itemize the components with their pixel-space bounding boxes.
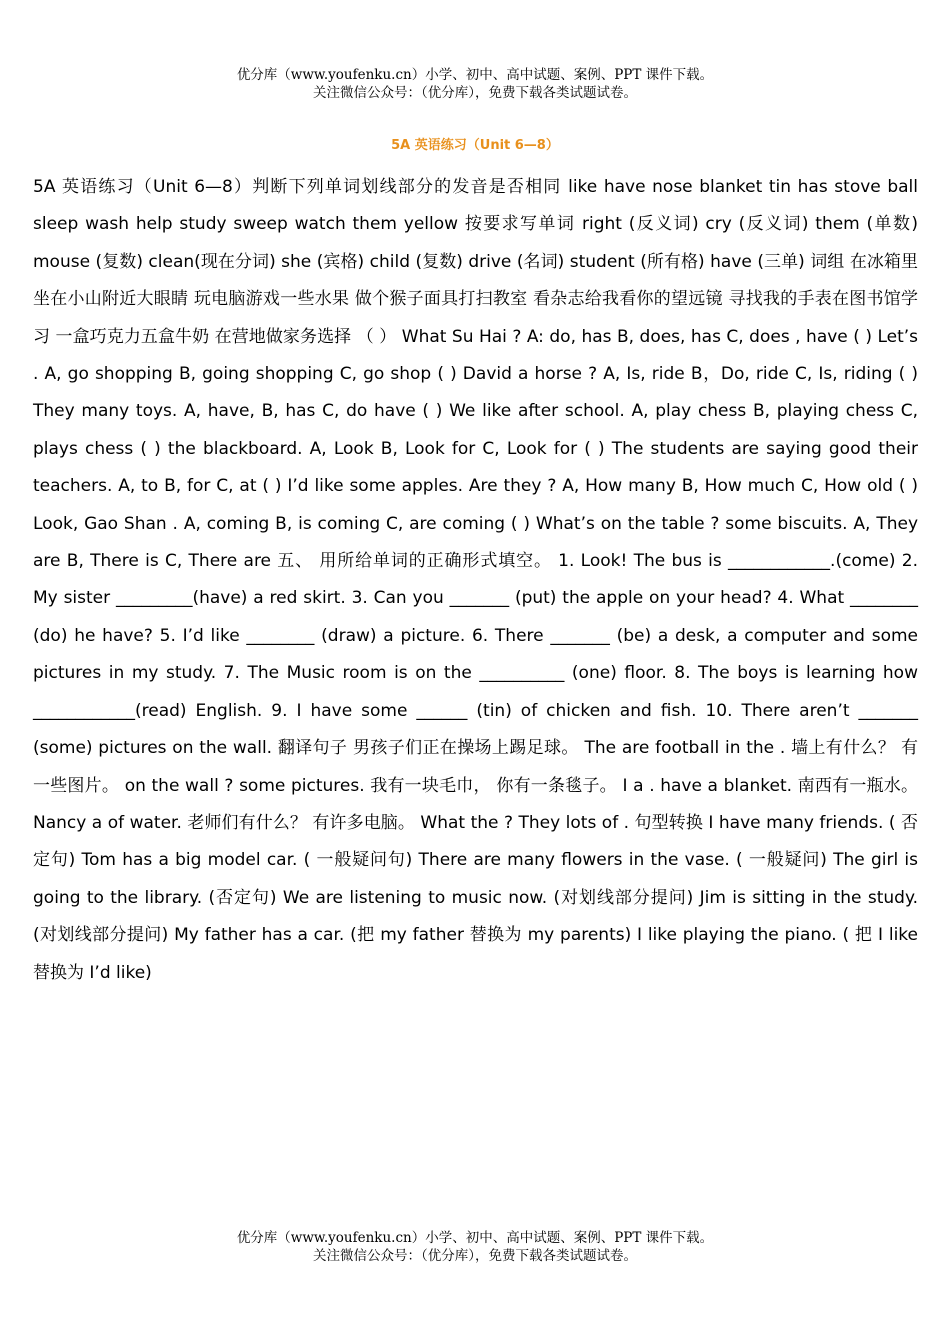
footer-line-2: 关注微信公众号：（优分库），免费下载各类试题试卷。	[313, 1248, 637, 1264]
header-line-2: 关注微信公众号：（优分库），免费下载各类试题试卷。	[313, 85, 637, 101]
document-title: 5A 英语练习（Unit 6—8）	[391, 138, 559, 153]
footer-line-1: 优分库（www.youfenku.cn）小学、初中、高中试题、案例、PPT 课件下载。	[236, 1230, 714, 1246]
page-footer	[0, 1229, 950, 1265]
header-line-1: 优分库（www.youfenku.cn）小学、初中、高中试题、案例、PPT 课件下载。	[236, 67, 714, 83]
document-body: 5A 英语练习（Unit 6—8）判断下列单词划线部分的发音是否相同 like have nose blanket tin has stove ball sleep wash help study sweep watch them yellow 按要求写单词 right (反义词) cry (反义词) them (单数) mouse (复数) clean(现在分词) she (宾格) child (复数) drive (名词) student (所有格) have (三单) 词组 在冰箱里 坐在小山附近大眼睛 玩电脑游戏一些水果 做个猴子面具打扫教室 看杂志给我看你的望远镜 寻找我的手表在图书馆学习 一盒巧克力五盒牛奶 在营地做家务选择 （ ） What Su Hai ? A: do, has B, does, has C, does , have ( ) Let’s . A, go shopping B, going shopping C, go shop ( ) David a horse ? A, Is, ride B，Do, ride C, Is, riding ( ) They many toys. A, have, B, has C, do have ( ) We like after school. A, play chess B, playing chess C, plays chess ( ) the blackboard. A, Look B, Look for C, Look for ( ) The students are saying good their teachers. A, to B, for C, at ( ) I’d like some apples. Are they ? A, How many B, How much C, How old ( ) Look, Gao Shan . A, coming B, is coming C, are coming ( ) What’s on the table ? some biscuits. A, They are B, There is C, There are 五、 用所给单词的正确形式填空。 1. Look! The bus is ____________.(come) 2. My sister _________(have) a red skirt. 3. Can you _______ (put) the apple on your head? 4. What ________ (do) he have? 5. I’d like ________ (draw) a picture. 6. There _______ (be) a desk, a computer and some pictures in my study. 7. The Music room is on the __________ (one) floor. 8. The boys is learning how ____________(read) English. 9. I have some ______ (tin) of chicken and fish. 10. There aren’t _______ (some) pictures on the wall. 翻译句子 男孩子们正在操场上踢足球。 The are football in the . 墙上有什么？ 有一些图片。 on the wall ? some pictures. 我有一块毛巾， 你有一条毯子。 I a . have a blanket. 南西有一瓶水。 Nancy a of water. 老师们有什么？ 有许多电脑。 What the ? They lots of . 句型转换 I have many friends. ( 否定句) Tom has a big model car. ( 一般疑问句) There are many flowers in the vase. ( 一般疑问) The girl is going to the library. (否定句) We are listening to music now. (对划线部分提问) Jim is sitting in the study. (对划线部分提问) My father has a car. (把 my father 替换为 my parents) I like playing the piano. ( 把 I like 替换为 I’d like)	[33, 177, 918, 983]
page-header	[0, 66, 950, 102]
